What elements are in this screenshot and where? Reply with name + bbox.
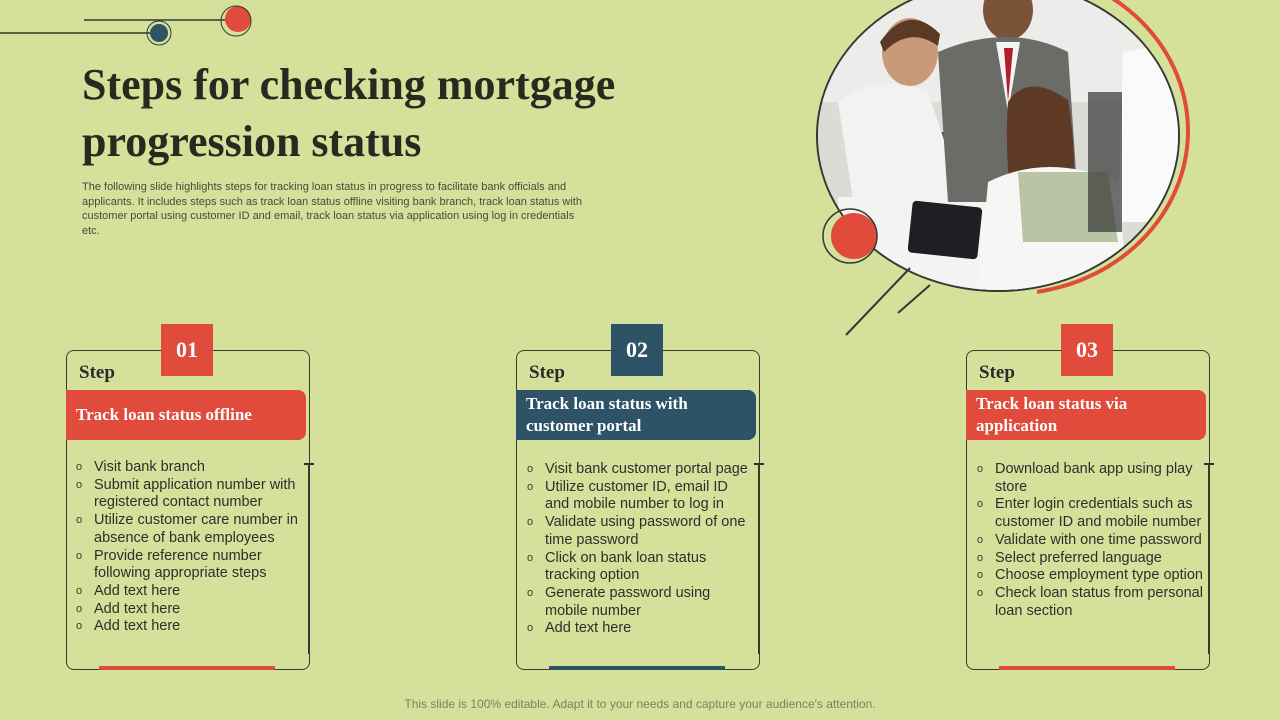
bullet-circle-icon: o [76,514,83,527]
bullet-circle-icon: o [977,586,984,599]
step-bullets-1 [76,459,301,636]
list-item: o Select preferred language [977,549,1162,566]
bullet-circle-icon: o [76,549,83,562]
step-heading-text-2: Track loan status with customer portal [526,394,688,435]
list-item: o Provide reference number following appropriate steps [76,547,267,582]
list-item: o Utilize customer care number in absence of bank employees [76,512,298,546]
bullet-circle-icon: o [527,516,534,529]
bullet-circle-icon: o [527,480,534,493]
step-bullets-2 [527,461,752,638]
list-item: o Click on bank loan status tracking option [527,549,707,584]
bullet-circle-icon: o [76,620,83,633]
list-item: o Add text here [76,582,181,599]
bullet-circle-icon: o [527,586,534,599]
list-item: o Add text here [76,618,181,635]
card-bottom-accent-2 [549,666,725,670]
page-subtitle: The following slide highlights steps for tracking loan status in progress to facilitate bank officials and applicants. It includes steps such as track loan status offline visiting bank branch, track loan status with customer portal using customer ID and email, track loan status via application using log in credentials etc. [82,181,582,237]
bullet-circle-icon: o [977,533,984,546]
list-item: o Add text here [527,620,632,637]
bullet-circle-icon: o [977,569,984,582]
card-side-line-2 [758,464,760,654]
step-heading-text-1: Track loan status offline [76,405,252,424]
step-heading-3 [966,390,1206,440]
step-label-2: Step [529,362,565,383]
page-title: Steps for checking mortgage progression status [82,60,616,166]
bullet-circle-icon: o [76,461,83,473]
bullet-circle-icon: o [76,602,83,615]
card-side-line-1 [308,464,310,654]
bullet-circle-icon: o [977,498,984,511]
list-item: o Enter login credentials such as customer ID and mobile number [977,496,1202,531]
list-item: o Validate with one time password [977,531,1202,548]
list-item: o Download bank app using play store [977,461,1193,495]
step-label-1: Step [79,362,115,383]
bullet-circle-icon: o [527,551,534,564]
bullet-circle-icon: o [527,463,534,475]
bullet-circle-icon: o [76,478,83,491]
bullet-circle-icon: o [527,622,534,635]
footer-note: This slide is 100% editable. Adapt it to your needs and capture your audience's attention. [404,697,876,711]
step-heading-text-3: Track loan status via application [976,394,1128,435]
step-heading-1 [66,390,306,440]
bullet-circle-icon: o [977,551,984,564]
list-item: o Validate using password of one time password [527,514,746,548]
list-item: o Visit bank customer portal page [527,461,748,477]
list-item: o Visit bank branch [76,459,205,475]
bullet-circle-icon: o [977,463,984,475]
step-bullets-3 [977,461,1209,620]
card-bottom-accent-3 [999,666,1175,670]
card-bottom-accent-1 [99,666,275,670]
list-item: o Generate password using mobile number [527,584,711,619]
list-item: o Submit application number with registered contact number [76,476,296,511]
list-item: o Check loan status from personal loan section [977,584,1203,619]
step-label-3: Step [979,362,1015,383]
step-number-badge-3: 03 [1061,324,1113,376]
step-number-badge-1: 01 [161,324,213,376]
list-item: o Utilize customer ID, email ID and mobile number to log in [527,478,728,513]
list-item: o Choose employment type option [977,567,1203,584]
step-number-badge-2: 02 [611,324,663,376]
bullet-circle-icon: o [76,584,83,597]
list-item: o Add text here [76,600,181,617]
step-heading-2 [516,390,756,440]
